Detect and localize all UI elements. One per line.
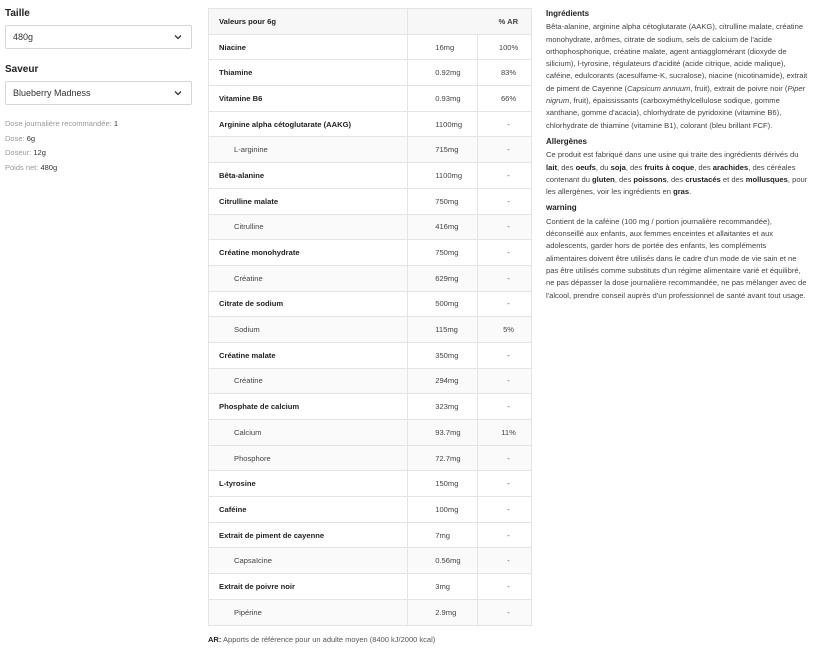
- nutrient-ar: -: [478, 291, 532, 317]
- nutrient-name: Arginine alpha cétoglutarate (AAKG): [209, 111, 408, 137]
- nutrient-amount: 100mg: [408, 497, 478, 523]
- info-line: Doseur: 12g: [5, 148, 46, 157]
- nutrient-name: Phosphore: [209, 445, 408, 471]
- nutrient-name: Bêta-alanine: [209, 163, 408, 189]
- nutrient-ar: -: [478, 599, 532, 625]
- nutrient-name: Citrate de sodium: [209, 291, 408, 317]
- size-value: 480g: [13, 32, 34, 42]
- nutrient-ar: 11%: [478, 420, 532, 446]
- nutrient-ar: 83%: [478, 60, 532, 86]
- flavor-label: Saveur: [5, 64, 39, 75]
- table-row: [209, 265, 532, 291]
- table-row: [209, 368, 532, 394]
- nutrient-amount: 0.93mg: [408, 86, 478, 112]
- nutrient-ar: -: [478, 163, 532, 189]
- nutrient-name: Thiamine: [209, 60, 408, 86]
- flavor-select[interactable]: [5, 81, 192, 105]
- table-row: [209, 214, 532, 240]
- nutrient-amount: 150mg: [408, 471, 478, 497]
- nutrient-ar: -: [478, 111, 532, 137]
- nutrient-name: L-tyrosine: [209, 471, 408, 497]
- nutrient-ar: -: [478, 265, 532, 291]
- nutrient-name: Caféine: [209, 497, 408, 523]
- nutrient-amount: 500mg: [408, 291, 478, 317]
- nutrient-name: Sodium: [209, 317, 408, 343]
- table-row: [209, 574, 532, 600]
- nutrient-ar: -: [478, 188, 532, 214]
- nutrient-name: L-arginine: [209, 137, 408, 163]
- table-row: [209, 394, 532, 420]
- table-header-row: [209, 9, 532, 35]
- warning-text: Contient de la caféine (100 mg / portion journalière recommandée), déconseillé aux enfants, aux femmes enceintes et allaitantes et aux adolescents, garder hors de portée des enfants, les compléments alimentaires doivent être utilisés dans le cadre d'un mode de vie sain et ne pas être utilisés comme substituts d'un régime alimentaire varié et équilibré, ne pas dépasser la dose journalière recommandée, ne pas mélanger avec de l'alcool, prendre conseil auprès d'un professionnel de santé avant tout usage.: [546, 216, 807, 300]
- table-row: [209, 163, 532, 189]
- table-row: [209, 317, 532, 343]
- table-row: [209, 497, 532, 523]
- nutrient-name: Calcium: [209, 420, 408, 446]
- chevron-down-icon: [173, 32, 183, 42]
- header-amount: [408, 9, 478, 35]
- nutrient-ar: 66%: [478, 86, 532, 112]
- table-row: [209, 548, 532, 574]
- nutrient-name: Vitamine B6: [209, 86, 408, 112]
- warning-title: warning: [546, 203, 577, 213]
- table-row: [209, 111, 532, 137]
- nutrient-name: Créatine malate: [209, 342, 408, 368]
- table-row: [209, 445, 532, 471]
- nutrient-ar: -: [478, 471, 532, 497]
- table-row: [209, 188, 532, 214]
- nutrient-amount: 629mg: [408, 265, 478, 291]
- table-row: [209, 420, 532, 446]
- nutrient-name: Pipérine: [209, 599, 408, 625]
- nutrient-name: Extrait de piment de cayenne: [209, 522, 408, 548]
- nutrient-name: Niacine: [209, 34, 408, 60]
- product-details: [546, 8, 808, 306]
- nutrient-ar: -: [478, 240, 532, 266]
- nutrient-ar: -: [478, 394, 532, 420]
- nutrient-name: Créatine: [209, 265, 408, 291]
- nutrient-amount: 323mg: [408, 394, 478, 420]
- allergens-text: Ce produit est fabriqué dans une usine qui traite des ingrédients dérivés du lait, des oeufs, du soja, des fruits à coque, des arachides, des céréales contenant du gluten, des poissons, des crustacés et des mollusques, pour les allergènes, voir les ingrédients en gras.: [546, 150, 808, 197]
- table-row: [209, 34, 532, 60]
- table-row: [209, 291, 532, 317]
- nutrient-amount: 16mg: [408, 34, 478, 60]
- nutrient-ar: 100%: [478, 34, 532, 60]
- table-row: [209, 86, 532, 112]
- info-line: Poids net: 480g: [5, 162, 58, 172]
- nutrient-name: Capsaïcine: [209, 548, 408, 574]
- nutrient-ar: -: [478, 522, 532, 548]
- nutrient-ar: 5%: [478, 317, 532, 343]
- header-values: Valeurs pour 6g: [209, 9, 408, 35]
- size-select[interactable]: [5, 25, 192, 49]
- table-row: [209, 471, 532, 497]
- table-row: [209, 522, 532, 548]
- nutrient-ar: -: [478, 445, 532, 471]
- nutrient-ar: -: [478, 342, 532, 368]
- nutrient-amount: 1100mg: [408, 163, 478, 189]
- header-ar: % AR: [478, 9, 532, 35]
- table-row: [209, 137, 532, 163]
- flavor-value: Blueberry Madness: [13, 88, 91, 98]
- info-line: Dose journalière recommandée: 1: [5, 119, 118, 128]
- nutrient-amount: 416mg: [408, 214, 478, 240]
- nutrient-name: Créatine monohydrate: [209, 240, 408, 266]
- nutrient-amount: 7mg: [408, 522, 478, 548]
- nutrient-amount: 715mg: [408, 137, 478, 163]
- allergens-title: Allergènes: [546, 136, 587, 146]
- nutrient-ar: -: [478, 574, 532, 600]
- product-options: [5, 8, 192, 175]
- nutrient-ar: -: [478, 368, 532, 394]
- nutrient-name: Citrulline malate: [209, 188, 408, 214]
- ar-footnote: AR: Apports de référence pour un adulte moyen (8400 kJ/2000 kcal): [208, 635, 436, 644]
- nutrient-name: Extrait de poivre noir: [209, 574, 408, 600]
- ingredients-text: Bêta-alanine, arginine alpha cétoglutarate (AAKG), citrulline malate, créatine monohydrate, arômes, citrate de sodium, sels de calcium de l'acide orthophosphorique, créatine malate, agent antiagglomérant (dioxyde de silicium), l-tyrosine, régulateurs d'acidité (acide citrique, acide malique), caféine, edulcorants (acesulfame-K, sucralose), niacine (nicotinamide), extrait de piment de Cayenne (Capsicum annuum, fruit), extrait de poivre noir (Piper nigrum, fruit), épaississants (carboxyméthylcellulose sodique, gomme xanthane, gomme d'acacia), chlorhydrate de pyridoxine (vitamine B6), chlorhydrate de thiamine (vitamine B1), colorant (bleu brillant FCF).: [546, 22, 808, 130]
- nutrient-amount: 750mg: [408, 188, 478, 214]
- nutrient-name: Phosphate de calcium: [209, 394, 408, 420]
- nutrient-amount: 72.7mg: [408, 445, 478, 471]
- nutrient-amount: 0.92mg: [408, 60, 478, 86]
- nutrient-ar: -: [478, 137, 532, 163]
- ingredients-title: Ingrédients: [546, 9, 590, 18]
- nutrient-amount: 294mg: [408, 368, 478, 394]
- nutrition-table: [208, 8, 532, 626]
- nutrient-ar: -: [478, 548, 532, 574]
- nutrient-ar: -: [478, 497, 532, 523]
- size-label: Taille: [5, 8, 30, 19]
- nutrient-name: Créatine: [209, 368, 408, 394]
- nutrient-amount: 3mg: [408, 574, 478, 600]
- table-row: [209, 599, 532, 625]
- nutrient-amount: 1100mg: [408, 111, 478, 137]
- nutrient-ar: -: [478, 214, 532, 240]
- nutrient-name: Citrulline: [209, 214, 408, 240]
- nutrient-amount: 93.7mg: [408, 420, 478, 446]
- chevron-down-icon: [173, 88, 183, 98]
- table-row: [209, 342, 532, 368]
- info-line: Dose: 6g: [5, 133, 36, 143]
- nutrient-amount: 2.9mg: [408, 599, 478, 625]
- nutrient-amount: 0.56mg: [408, 548, 478, 574]
- table-row: [209, 240, 532, 266]
- dosage-info: [5, 117, 192, 175]
- nutrient-amount: 115mg: [408, 317, 478, 343]
- nutrient-amount: 350mg: [408, 342, 478, 368]
- table-row: [209, 60, 532, 86]
- nutrient-amount: 750mg: [408, 240, 478, 266]
